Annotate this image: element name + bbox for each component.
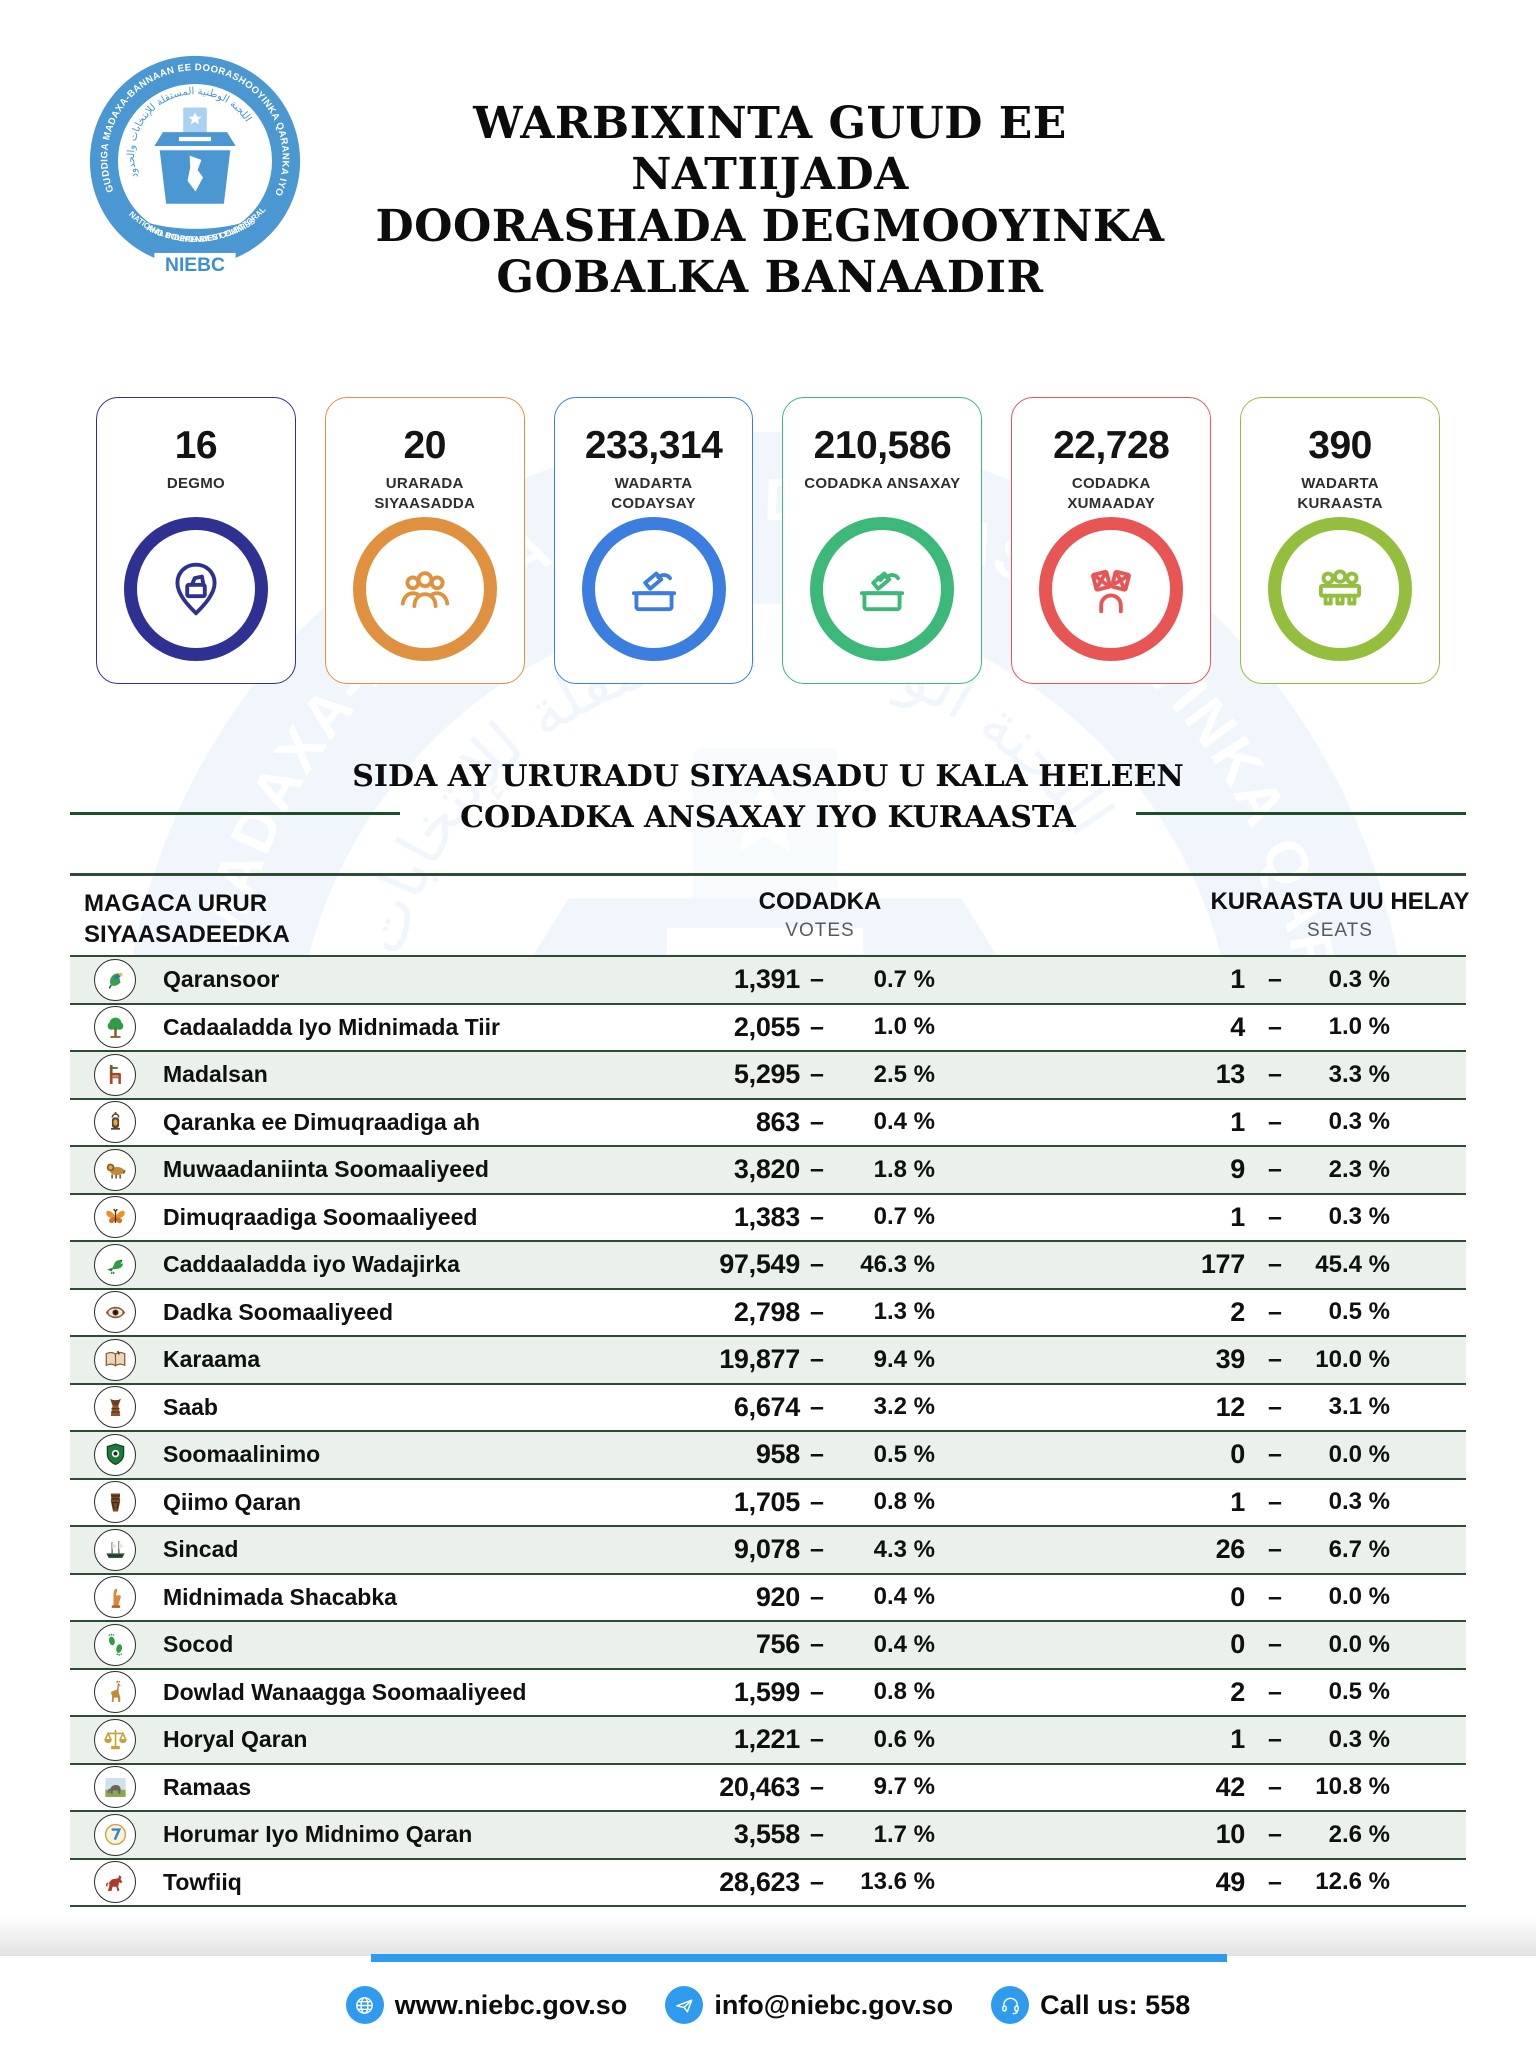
table-row bbox=[70, 1337, 1466, 1385]
title-line-1: WARBIXINTA GUUD EE NATIIJADA bbox=[473, 98, 1067, 201]
scales-icon bbox=[94, 1719, 136, 1761]
seats-dash: – bbox=[1268, 1440, 1282, 1469]
seats-dash: – bbox=[1268, 1345, 1282, 1374]
seats-percent: 0.3 % bbox=[1328, 965, 1390, 993]
stat-value: 22,728 bbox=[1053, 424, 1170, 467]
qaransoor-emblem-icon bbox=[94, 959, 136, 1001]
seats-value: 1 bbox=[1230, 1486, 1245, 1517]
party-name: Horumar Iyo Midnimo Qaran bbox=[163, 1821, 473, 1848]
seats-value: 1 bbox=[1230, 1106, 1245, 1137]
seats-dash: – bbox=[1268, 1630, 1282, 1659]
ship-icon bbox=[94, 1529, 136, 1571]
heading-rule-left bbox=[70, 812, 400, 815]
seats-percent: 0.3 % bbox=[1328, 1108, 1390, 1136]
votes-value: 756 bbox=[755, 1629, 800, 1660]
party-name: Dowlad Wanaagga Soomaaliyeed bbox=[163, 1678, 527, 1705]
stat-label: CODADKA ANSAXAY bbox=[804, 475, 961, 492]
drum-icon bbox=[94, 1481, 136, 1523]
table-row bbox=[70, 1480, 1466, 1528]
shield-football-icon bbox=[94, 1434, 136, 1476]
votes-dash: – bbox=[810, 1107, 824, 1136]
votes-dash: – bbox=[810, 1012, 824, 1041]
seats-dash: – bbox=[1268, 1297, 1282, 1326]
seats-value: 39 bbox=[1215, 1344, 1245, 1375]
niebc-logo bbox=[88, 54, 302, 300]
basket-icon bbox=[94, 1386, 136, 1428]
party-name: Saab bbox=[163, 1393, 218, 1420]
votes-dash: – bbox=[810, 1867, 824, 1896]
stat-label: WADARTA KURAASTA bbox=[1297, 475, 1383, 513]
table-body bbox=[70, 957, 1466, 1907]
table-row bbox=[70, 1005, 1466, 1053]
vote-rejected-icon bbox=[1039, 517, 1183, 661]
table-row bbox=[70, 1242, 1466, 1290]
stat-value: 210,586 bbox=[813, 424, 952, 467]
votes-dash: – bbox=[810, 1297, 824, 1326]
horse-icon bbox=[94, 1861, 136, 1903]
lion-icon bbox=[94, 1149, 136, 1191]
party-name: Karaama bbox=[163, 1346, 261, 1373]
footer-accent-bar bbox=[371, 1954, 1227, 1962]
votes-value: 2,798 bbox=[733, 1296, 800, 1327]
ballot-pin-icon bbox=[124, 517, 268, 661]
stat-card-urarada-siyaasadda bbox=[325, 397, 525, 684]
stat-card-wadarta-kuraasta bbox=[1240, 397, 1440, 684]
paper-plane-icon bbox=[665, 1986, 703, 2024]
stat-value: 233,314 bbox=[584, 424, 723, 467]
footprints-icon bbox=[94, 1624, 136, 1666]
seats-dash: – bbox=[1268, 1155, 1282, 1184]
seats-value: 13 bbox=[1215, 1059, 1245, 1090]
vote-cast-icon bbox=[582, 517, 726, 661]
butterfly-icon bbox=[94, 1196, 136, 1238]
votes-percent: 13.6 % bbox=[860, 1868, 935, 1896]
votes-value: 1,221 bbox=[733, 1724, 800, 1755]
seats-value: 26 bbox=[1215, 1534, 1245, 1565]
votes-dash: – bbox=[810, 965, 824, 994]
votes-percent: 9.4 % bbox=[873, 1345, 935, 1373]
votes-value: 9,078 bbox=[733, 1534, 800, 1565]
seats-dash: – bbox=[1268, 1392, 1282, 1421]
seats-value: 0 bbox=[1230, 1581, 1245, 1612]
page-title bbox=[330, 98, 1210, 304]
votes-value: 6,674 bbox=[733, 1391, 800, 1422]
seats-value: 0 bbox=[1230, 1629, 1245, 1660]
stat-card-wadarta-codaysay bbox=[554, 397, 754, 684]
seats-dash: – bbox=[1268, 1012, 1282, 1041]
table-row bbox=[70, 1860, 1466, 1908]
section-heading-line1: SIDA AY URURADU SIYAASADU U KALA HELEEN bbox=[352, 759, 1184, 794]
table-row bbox=[70, 1195, 1466, 1243]
votes-value: 28,623 bbox=[719, 1866, 800, 1897]
party-name: Qaransoor bbox=[163, 966, 280, 993]
party-name: Madalsan bbox=[163, 1061, 268, 1088]
table-row bbox=[70, 1385, 1466, 1433]
votes-percent: 3.2 % bbox=[873, 1393, 935, 1421]
seats-percent: 10.0 % bbox=[1315, 1345, 1390, 1373]
votes-percent: 0.4 % bbox=[873, 1583, 935, 1611]
stat-label: CODADKA XUMAADAY bbox=[1067, 475, 1156, 513]
votes-dash: – bbox=[810, 1487, 824, 1516]
votes-dash: – bbox=[810, 1060, 824, 1089]
seats-percent: 0.0 % bbox=[1328, 1583, 1390, 1611]
votes-percent: 1.3 % bbox=[873, 1298, 935, 1326]
seats-value: 2 bbox=[1230, 1296, 1245, 1327]
party-name: Socod bbox=[163, 1631, 234, 1658]
email-link[interactable] bbox=[665, 1986, 953, 2024]
seats-percent: 1.0 % bbox=[1328, 1013, 1390, 1041]
votes-value: 1,705 bbox=[733, 1486, 800, 1517]
seats-percent: 0.3 % bbox=[1328, 1203, 1390, 1231]
votes-value: 2,055 bbox=[733, 1011, 800, 1042]
stat-value: 390 bbox=[1308, 424, 1372, 467]
seats-dash: – bbox=[1268, 1867, 1282, 1896]
votes-header: CODADKA bbox=[758, 888, 882, 915]
votes-dash: – bbox=[810, 1630, 824, 1659]
party-name: Horyal Qaran bbox=[163, 1726, 308, 1753]
votes-dash: – bbox=[810, 1582, 824, 1611]
votes-value: 5,295 bbox=[733, 1059, 800, 1090]
seats-value: 9 bbox=[1230, 1154, 1245, 1185]
votes-percent: 0.6 % bbox=[873, 1725, 935, 1753]
party-name: Midnimada Shacabka bbox=[163, 1583, 397, 1610]
votes-dash: – bbox=[810, 1202, 824, 1231]
section-heading bbox=[0, 756, 1536, 838]
seats-value: 49 bbox=[1215, 1866, 1245, 1897]
chair-icon bbox=[94, 1054, 136, 1096]
table-row bbox=[70, 1765, 1466, 1813]
party-header-line2: SIYAASADEEDKA bbox=[84, 921, 290, 949]
party-name: Dimuqraadiga Soomaaliyeed bbox=[163, 1203, 478, 1230]
stat-value: 20 bbox=[403, 424, 446, 467]
seats-dash: – bbox=[1268, 965, 1282, 994]
table-row bbox=[70, 957, 1466, 1005]
votes-percent: 0.4 % bbox=[873, 1630, 935, 1658]
votes-value: 1,599 bbox=[733, 1676, 800, 1707]
votes-subheader: VOTES bbox=[785, 920, 855, 941]
stats-row bbox=[96, 397, 1440, 684]
seats-percent: 0.3 % bbox=[1328, 1725, 1390, 1753]
results-table bbox=[70, 873, 1470, 1907]
votes-value: 958 bbox=[755, 1439, 800, 1470]
party-name: Muwaadaniinta Soomaaliyeed bbox=[163, 1156, 489, 1183]
votes-dash: – bbox=[810, 1345, 824, 1374]
seats-percent: 0.3 % bbox=[1328, 1488, 1390, 1516]
seats-percent: 0.0 % bbox=[1328, 1440, 1390, 1468]
party-name: Qiimo Qaran bbox=[163, 1488, 302, 1515]
column-header-party bbox=[84, 888, 290, 950]
stat-label: URARADA SIYAASADDA bbox=[374, 475, 476, 513]
table-header bbox=[70, 876, 1470, 957]
seats-dash: – bbox=[1268, 1725, 1282, 1754]
seats-dash: – bbox=[1268, 1772, 1282, 1801]
party-header-line1: MAGACA URUR bbox=[84, 890, 268, 917]
seats-percent: 10.8 % bbox=[1315, 1773, 1390, 1801]
seats-percent: 3.3 % bbox=[1328, 1060, 1390, 1088]
table-row bbox=[70, 1527, 1466, 1575]
votes-percent: 1.8 % bbox=[873, 1155, 935, 1183]
section-heading-line2: CODADKA ANSAXAY IYO KURAASTA bbox=[460, 800, 1076, 836]
votes-percent: 1.0 % bbox=[873, 1013, 935, 1041]
seats-dash: – bbox=[1268, 1060, 1282, 1089]
vote-valid-icon bbox=[810, 517, 954, 661]
votes-percent: 0.5 % bbox=[873, 1440, 935, 1468]
party-name: Qaranka ee Dimuqraadiga ah bbox=[163, 1108, 481, 1135]
number7-icon bbox=[94, 1814, 136, 1856]
giraffe-icon bbox=[94, 1671, 136, 1713]
votes-percent: 0.4 % bbox=[873, 1108, 935, 1136]
seats-value: 12 bbox=[1215, 1391, 1245, 1422]
book-icon bbox=[94, 1339, 136, 1381]
votes-percent: 1.7 % bbox=[873, 1820, 935, 1848]
eye-icon bbox=[94, 1291, 136, 1333]
votes-percent: 0.7 % bbox=[873, 965, 935, 993]
table-row bbox=[70, 1100, 1466, 1148]
votes-dash: – bbox=[810, 1392, 824, 1421]
votes-value: 97,549 bbox=[719, 1249, 800, 1280]
heading-rule-right bbox=[1136, 812, 1466, 815]
votes-dash: – bbox=[810, 1820, 824, 1849]
hand-icon bbox=[94, 1576, 136, 1618]
seats-dash: – bbox=[1268, 1535, 1282, 1564]
party-name: Caddaaladda iyo Wadajirka bbox=[163, 1251, 460, 1278]
table-row bbox=[70, 1717, 1466, 1765]
votes-dash: – bbox=[810, 1440, 824, 1469]
votes-value: 19,877 bbox=[719, 1344, 800, 1375]
votes-value: 1,391 bbox=[733, 964, 800, 995]
column-header-seats bbox=[1190, 888, 1490, 942]
votes-percent: 9.7 % bbox=[873, 1773, 935, 1801]
votes-value: 920 bbox=[755, 1581, 800, 1612]
table-row bbox=[70, 1432, 1466, 1480]
seats-percent: 0.5 % bbox=[1328, 1678, 1390, 1706]
votes-dash: – bbox=[810, 1772, 824, 1801]
stat-card-codadka-ansaxay bbox=[782, 397, 982, 684]
phone-label: Call us: 558 bbox=[1040, 1989, 1191, 2020]
title-line-3: GOBALKA BANAADIR bbox=[496, 252, 1044, 304]
tree-icon bbox=[94, 1006, 136, 1048]
seats-value: 1 bbox=[1230, 1724, 1245, 1755]
votes-value: 3,820 bbox=[733, 1154, 800, 1185]
seats-value: 10 bbox=[1215, 1819, 1245, 1850]
votes-dash: – bbox=[810, 1155, 824, 1184]
table-row bbox=[70, 1052, 1466, 1100]
seats-value: 1 bbox=[1230, 964, 1245, 995]
stat-card-codadka-xumaaday bbox=[1011, 397, 1211, 684]
seats-dash: – bbox=[1268, 1820, 1282, 1849]
website-label: www.niebc.gov.so bbox=[394, 1989, 628, 2020]
elephant-icon bbox=[94, 1766, 136, 1808]
people-group-icon bbox=[353, 517, 497, 661]
seats-dash: – bbox=[1268, 1202, 1282, 1231]
votes-percent: 0.7 % bbox=[873, 1203, 935, 1231]
phone-link[interactable] bbox=[991, 1986, 1190, 2024]
party-name: Soomaalinimo bbox=[163, 1441, 321, 1468]
seats-percent: 45.4 % bbox=[1315, 1250, 1390, 1278]
seats-value: 1 bbox=[1230, 1201, 1245, 1232]
website-link[interactable] bbox=[346, 1986, 628, 2024]
votes-percent: 0.8 % bbox=[873, 1488, 935, 1516]
seats-subheader: SEATS bbox=[1307, 920, 1373, 941]
table-row bbox=[70, 1622, 1466, 1670]
title-line-2: DOORASHADA DEGMOOYINKA bbox=[375, 200, 1165, 252]
globe-icon bbox=[346, 1986, 384, 2024]
seats-value: 0 bbox=[1230, 1439, 1245, 1470]
party-name: Cadaaladda Iyo Midnimada Tiir bbox=[163, 1013, 500, 1040]
lantern-icon bbox=[94, 1101, 136, 1143]
votes-percent: 2.5 % bbox=[873, 1060, 935, 1088]
table-row bbox=[70, 1670, 1466, 1718]
seats-percent: 2.3 % bbox=[1328, 1155, 1390, 1183]
seats-percent: 0.0 % bbox=[1328, 1630, 1390, 1658]
seats-percent: 12.6 % bbox=[1315, 1868, 1390, 1896]
votes-dash: – bbox=[810, 1677, 824, 1706]
votes-percent: 0.8 % bbox=[873, 1678, 935, 1706]
seats-percent: 6.7 % bbox=[1328, 1535, 1390, 1563]
party-name: Towfiiq bbox=[163, 1868, 242, 1895]
seats-value: 2 bbox=[1230, 1676, 1245, 1707]
seats-value: 42 bbox=[1215, 1771, 1245, 1802]
party-name: Ramaas bbox=[163, 1773, 252, 1800]
email-label: info@niebc.gov.so bbox=[714, 1989, 954, 2020]
table-row bbox=[70, 1290, 1466, 1338]
votes-percent: 4.3 % bbox=[873, 1535, 935, 1563]
seats-value: 177 bbox=[1200, 1249, 1245, 1280]
votes-value: 1,383 bbox=[733, 1201, 800, 1232]
seats-value: 4 bbox=[1230, 1011, 1245, 1042]
votes-dash: – bbox=[810, 1725, 824, 1754]
votes-value: 20,463 bbox=[719, 1771, 800, 1802]
seats-dash: – bbox=[1268, 1107, 1282, 1136]
seats-dash: – bbox=[1268, 1582, 1282, 1611]
party-name: Dadka Soomaaliyeed bbox=[163, 1298, 394, 1325]
dove-icon bbox=[94, 1244, 136, 1286]
seats-percent: 0.5 % bbox=[1328, 1298, 1390, 1326]
votes-dash: – bbox=[810, 1250, 824, 1279]
headset-icon bbox=[991, 1986, 1029, 2024]
votes-percent: 46.3 % bbox=[860, 1250, 935, 1278]
stat-value: 16 bbox=[174, 424, 218, 467]
party-name: Sincad bbox=[163, 1536, 239, 1563]
seats-dash: – bbox=[1268, 1487, 1282, 1516]
votes-value: 863 bbox=[755, 1106, 800, 1137]
votes-value: 3,558 bbox=[733, 1819, 800, 1850]
seats-icon bbox=[1268, 517, 1412, 661]
seats-dash: – bbox=[1268, 1250, 1282, 1279]
table-row bbox=[70, 1812, 1466, 1860]
footer-divider-band bbox=[0, 1916, 1536, 1956]
column-header-votes bbox=[695, 888, 945, 942]
table-row bbox=[70, 1575, 1466, 1623]
seats-header: KURAASTA UU HELAY bbox=[1210, 888, 1470, 915]
footer-contacts bbox=[0, 1986, 1536, 2024]
votes-dash: – bbox=[810, 1535, 824, 1564]
stat-label: DEGMO bbox=[166, 475, 225, 492]
stat-label: WADARTA CODAYSAY bbox=[611, 475, 696, 513]
table-row bbox=[70, 1147, 1466, 1195]
seats-percent: 3.1 % bbox=[1328, 1393, 1390, 1421]
seats-percent: 2.6 % bbox=[1328, 1820, 1390, 1848]
stat-card-degmo bbox=[96, 397, 296, 684]
seats-dash: – bbox=[1268, 1677, 1282, 1706]
